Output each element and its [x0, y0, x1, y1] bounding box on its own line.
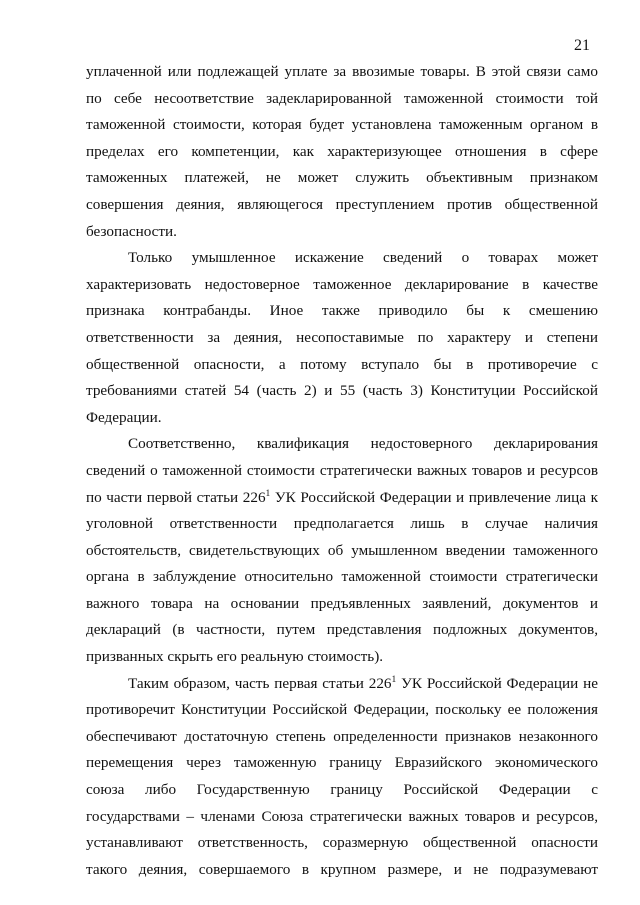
paragraph-2-line-4: ответственности за деяния, несопоставимые по характеру и степени — [86, 328, 598, 346]
paragraph-4-line-7: устанавливают ответственность, соразмерную общественной опасности — [86, 834, 598, 852]
paragraph-3-line-1: Соответственно, квалификация недостоверного декларирования — [128, 435, 598, 453]
superscript-footnote: 1 — [391, 674, 397, 685]
page-number: 21 — [574, 37, 590, 54]
paragraph-4-line-1 — [86, 671, 598, 698]
paragraph-4-line-2: противоречит Конституции Российской Федерации, поскольку ее положения — [86, 701, 598, 719]
paragraph-3-line-3 — [86, 485, 598, 512]
paragraph-3-line-8: деклараций (в частности, путем представления подложных документов, — [86, 621, 598, 639]
paragraph-4-line-3: обеспечивают достаточную степень определенности признаков незаконного — [86, 727, 598, 745]
paragraph-2-line-7: Федерации. — [86, 408, 162, 426]
paragraph-1-line-7: безопасности. — [86, 222, 177, 240]
paragraph-3-line-7: важного товара на основании предъявленных заявлений, документов и — [86, 594, 598, 612]
paragraph-3-line-2: сведений о таможенной стоимости стратегически важных товаров и ресурсов — [86, 461, 598, 479]
paragraph-3-line-5: обстоятельств, свидетельствующих об умышленном введении таможенного — [86, 541, 598, 559]
paragraph-3-line-9: призванных скрыть его реальную стоимость). — [86, 648, 384, 666]
paragraph-2-line-3: признака контрабанды. Иное также приводило бы к смешению — [86, 302, 598, 320]
paragraph-2-line-2: характеризовать недостоверное таможенное декларирование в качестве — [86, 275, 598, 293]
paragraph-1-line-4: пределах его компетенции, как характеризующее отношения в сфере — [86, 142, 598, 160]
paragraph-3-line-3-head: по части первой статьи 226 — [86, 488, 266, 506]
paragraph-4-line-1-tail: УК Российской Федерации не — [396, 674, 598, 692]
paragraph-1-line-3: таможенной стоимости, которая будет установлена таможенным органом в — [86, 116, 598, 134]
paragraph-4-line-5: союза либо Государственную границу Российской Федерации с — [86, 781, 598, 799]
paragraph-4-line-6: государствами – членами Союза стратегически важных товаров и ресурсов, — [86, 807, 598, 825]
paragraph-4-line-4: перемещения через таможенную границу Евразийского экономического — [86, 754, 598, 772]
paragraph-2-line-1: Только умышленное искажение сведений о товарах может — [128, 249, 598, 267]
paragraph-3-line-6: органа в заблуждение относительно таможенной стоимости стратегически — [86, 568, 598, 586]
paragraph-2-line-6: требованиями статей 54 (часть 2) и 55 (часть 3) Конституции Российской — [86, 382, 598, 400]
paragraph-3-line-3-tail: УК Российской Федерации и привлечение лица к — [270, 488, 598, 506]
superscript-footnote: 1 — [265, 488, 271, 499]
paragraph-1-line-6: совершения деяния, являющегося преступлением против общественной — [86, 195, 598, 213]
paragraph-3-line-4: уголовной ответственности предполагается лишь в случае наличия — [86, 515, 598, 533]
paragraph-1-line-2: по себе несоответствие задекларированной таможенной стоимости той — [86, 89, 598, 107]
paragraph-2-line-5: общественной опасности, а потому вступало бы в противоречие с — [86, 355, 598, 373]
paragraph-1-line-5: таможенных платежей, не может служить объективным признаком — [86, 169, 598, 187]
body-text — [86, 59, 598, 883]
paragraph-4-line-1-head: Таким образом, часть первая статьи 226 — [128, 674, 392, 692]
paragraph-4-line-8: такого деяния, совершаемого в крупном размере, и не подразумевают — [86, 860, 598, 878]
paragraph-1-line-1: уплаченной или подлежащей уплате за ввозимые товары. В этой связи само — [86, 63, 598, 80]
